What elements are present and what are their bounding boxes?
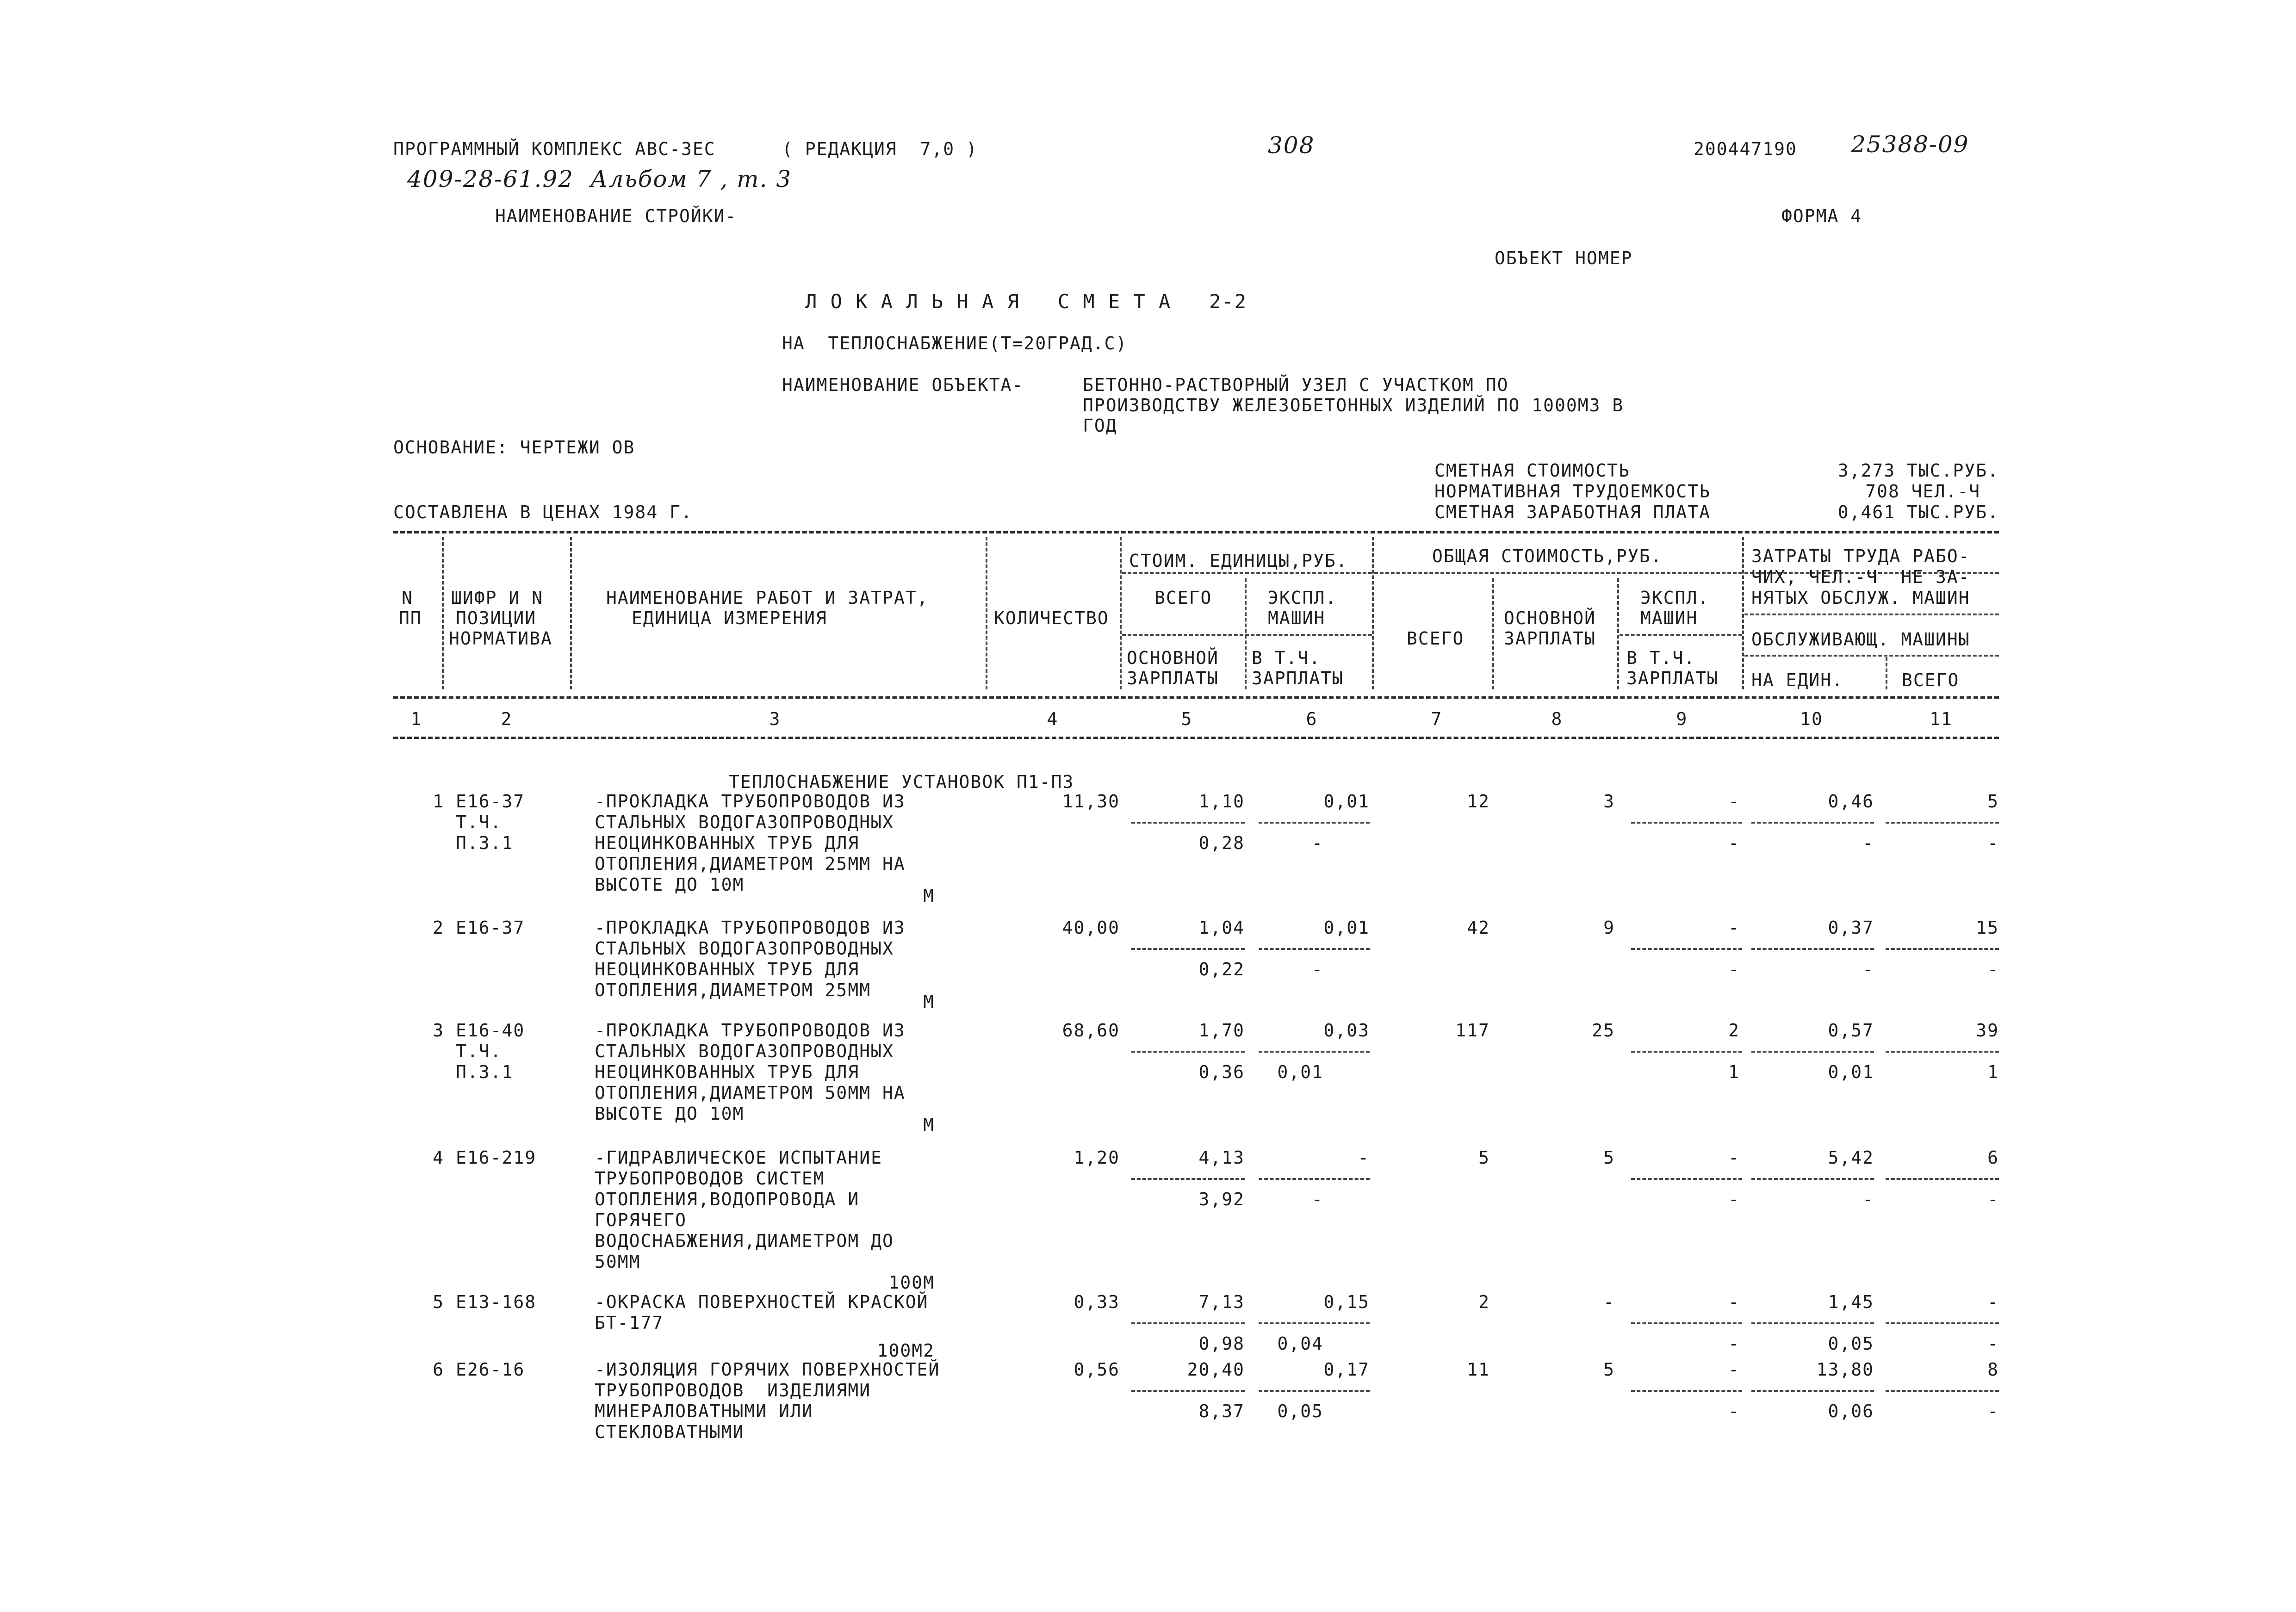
row-machines-wage-total: - xyxy=(1728,1189,1740,1209)
row-code: П.3.1 xyxy=(456,1062,514,1082)
row-unit-machine-wage: - xyxy=(1312,1189,1323,1209)
row-unit-machine-wage: 0,01 xyxy=(1277,1062,1323,1082)
object-name-line-2: ПРОИЗВОДСТВУ ЖЕЛЕЗОБЕТОННЫХ ИЗДЕЛИЙ ПО 1000М3 В xyxy=(1083,395,1624,415)
group-labor-header-line-4: ОБСЛУЖИВАЮЩ. МАШИНЫ xyxy=(1751,629,1970,650)
section-title: ТЕПЛОСНАБЖЕНИЕ УСТАНОВОК П1-П3 xyxy=(729,772,1074,792)
row-labor-machine-per-unit: 0,05 xyxy=(1828,1333,1874,1354)
row-wage-total: 5 xyxy=(1603,1359,1615,1380)
col4-header: КОЛИЧЕСТВО xyxy=(994,608,1109,628)
row-code: Е16-37 xyxy=(456,918,525,938)
construction-name-label: НАИМЕНОВАНИЕ СТРОЙКИ- xyxy=(495,206,737,226)
row-unit-cost-rule xyxy=(1131,1178,1245,1180)
row-total-machine-rule xyxy=(1631,1390,1742,1392)
row-description: -ПРОКЛАДКА ТРУБОПРОВОДОВ ИЗ xyxy=(595,918,906,938)
row-unit-wage: 0,98 xyxy=(1198,1333,1245,1354)
row-description: НЕОЦИНКОВАННЫХ ТРУБ ДЛЯ xyxy=(595,959,860,980)
row-machines-total: - xyxy=(1728,1147,1740,1168)
col2-header-line-3: НОРМАТИВА xyxy=(449,628,552,649)
row-description: ОТОПЛЕНИЯ,ДИАМЕТРОМ 50ММ НА xyxy=(595,1083,906,1103)
row-description: ОТОПЛЕНИЯ,ДИАМЕТРОМ 25ММ xyxy=(595,980,871,1000)
row-unit-machines: 0,01 xyxy=(1323,791,1370,812)
row-total-machine-rule xyxy=(1631,1051,1742,1053)
col-sep-9 xyxy=(1742,537,1744,689)
header-bottom-rule xyxy=(393,696,1999,699)
row-description: ТРУБОПРОВОДОВ ИЗДЕЛИЯМИ xyxy=(595,1380,871,1401)
col6-header-line-2: МАШИН xyxy=(1268,608,1326,628)
row-labor-unit-rule xyxy=(1751,1322,1874,1324)
row-total: 5 xyxy=(1478,1147,1490,1168)
col5-header-wage-line-2: ЗАРПЛАТЫ xyxy=(1127,668,1219,688)
row-description: СТЕКЛОВАТНЫМИ xyxy=(595,1422,745,1442)
row-labor-machine-per-unit: - xyxy=(1862,1189,1874,1209)
col-sep-10 xyxy=(1886,657,1887,689)
row-description: ГОРЯЧЕГО xyxy=(595,1210,687,1230)
program-name: ПРОГРАММНЫЙ КОМПЛЕКС АВС-3ЕС xyxy=(393,139,716,159)
row-unit-machines: 0,17 xyxy=(1323,1359,1370,1380)
row-description: СТАЛЬНЫХ ВОДОГАЗОПРОВОДНЫХ xyxy=(595,812,894,832)
row-labor-total-rule xyxy=(1886,1178,1999,1180)
row-unit-wage: 3,92 xyxy=(1198,1189,1245,1209)
col-number-10: 10 xyxy=(1800,709,1823,729)
row-code: Т.Ч. xyxy=(456,1041,502,1061)
col-sep-1 xyxy=(442,537,444,689)
col-number-3: 3 xyxy=(769,709,781,729)
col6-header-wage-line-1: В Т.Ч. xyxy=(1252,648,1321,668)
col3-header-line-2: ЕДИНИЦА ИЗМЕРЕНИЯ xyxy=(632,608,827,628)
machines-sub-rule xyxy=(1620,634,1742,636)
row-unit-total: 4,13 xyxy=(1198,1147,1245,1168)
col-sep-2 xyxy=(570,537,572,689)
row-total-machine-rule xyxy=(1631,1178,1742,1180)
row-number: 6 xyxy=(433,1359,444,1380)
row-unit-machines: - xyxy=(1358,1147,1370,1168)
row-code: Т.Ч. xyxy=(456,812,502,832)
row-labor-unit-rule xyxy=(1751,1390,1874,1392)
row-unit: М xyxy=(923,992,935,1012)
row-number: 1 xyxy=(433,791,444,812)
row-machines-wage-total: - xyxy=(1728,1401,1740,1421)
row-description: НЕОЦИНКОВАННЫХ ТРУБ ДЛЯ xyxy=(595,1062,860,1082)
col6-header-line-1: ЭКСПЛ. xyxy=(1268,588,1337,608)
basis-label: ОСНОВАНИЕ: ЧЕРТЕЖИ ОВ xyxy=(393,437,635,458)
row-labor-per-unit: 0,57 xyxy=(1828,1020,1874,1041)
row-unit-total: 1,04 xyxy=(1198,918,1245,938)
row-labor-per-unit: 0,37 xyxy=(1828,918,1874,938)
group-labor-header-line-1: ЗАТРАТЫ ТРУДА РАБО- xyxy=(1751,546,1970,566)
row-unit-machine-rule xyxy=(1259,1390,1370,1392)
row-unit: М xyxy=(923,1115,935,1135)
row-description: МИНЕРАЛОВАТНЫМИ ИЛИ xyxy=(595,1401,813,1421)
row-machines-total: 2 xyxy=(1728,1020,1740,1041)
group2-rule xyxy=(1374,572,1742,574)
col-sep-4 xyxy=(1120,537,1122,689)
col8-header-line-2: ЗАРПЛАТЫ xyxy=(1504,628,1596,649)
row-unit-machine-rule xyxy=(1259,1178,1370,1180)
col-sep-6 xyxy=(1372,537,1374,689)
row-labor-machine-per-unit: 0,06 xyxy=(1828,1401,1874,1421)
page-number: 308 xyxy=(1268,132,1315,159)
summary-value-wages: 0,461 ТЫС.РУБ. xyxy=(1837,502,1999,522)
summary-label-labor: НОРМАТИВНАЯ ТРУДОЕМКОСТЬ xyxy=(1434,481,1711,502)
row-machines-total: - xyxy=(1728,1359,1740,1380)
row-description: БТ-177 xyxy=(595,1313,664,1333)
row-total: 11 xyxy=(1467,1359,1490,1380)
col1-header-line-1: N xyxy=(402,588,413,608)
row-labor-total: 15 xyxy=(1976,918,1999,938)
group1-rule xyxy=(1122,572,1372,574)
row-quantity: 0,56 xyxy=(1074,1359,1120,1380)
row-unit-wage: 0,22 xyxy=(1198,959,1245,980)
row-total-machine-rule xyxy=(1631,1322,1742,1324)
handwritten-code: 25388-09 xyxy=(1851,131,1969,158)
row-labor-total: - xyxy=(1987,1292,1999,1312)
row-unit-wage: 0,28 xyxy=(1198,833,1245,853)
row-wage-total: 9 xyxy=(1603,918,1615,938)
col8-header-line-1: ОСНОВНОЙ xyxy=(1504,608,1596,628)
unit-cost-sub-rule xyxy=(1122,634,1372,636)
col5-header-wage-line-1: ОСНОВНОЙ xyxy=(1127,648,1219,668)
row-labor-unit-rule xyxy=(1751,948,1874,950)
col5-header-total: ВСЕГО xyxy=(1154,588,1212,608)
col-sep-7 xyxy=(1492,578,1494,689)
row-labor-per-unit: 0,46 xyxy=(1828,791,1874,812)
row-description: ВОДОСНАБЖЕНИЯ,ДИАМЕТРОМ ДО xyxy=(595,1231,894,1251)
row-description: -ИЗОЛЯЦИЯ ГОРЯЧИХ ПОВЕРХНОСТЕЙ xyxy=(595,1359,940,1380)
row-unit-machines: 0,03 xyxy=(1323,1020,1370,1041)
col9-header-wage-line-2: ЗАРПЛАТЫ xyxy=(1626,668,1719,688)
row-total-machine-rule xyxy=(1631,822,1742,824)
prices-label: СОСТАВЛЕНА В ЦЕНАХ 1984 Г. xyxy=(393,502,693,522)
row-wage-total: - xyxy=(1603,1292,1615,1312)
row-unit-cost-rule xyxy=(1131,1390,1245,1392)
group-labor-header-line-3: НЯТЫХ ОБСЛУЖ. МАШИН xyxy=(1751,588,1970,608)
row-labor-machine-total: - xyxy=(1987,833,1999,853)
row-labor-unit-rule xyxy=(1751,1178,1874,1180)
row-total: 42 xyxy=(1467,918,1490,938)
col10-header: НА ЕДИН. xyxy=(1751,670,1844,690)
row-unit-cost-rule xyxy=(1131,1322,1245,1324)
row-labor-total: 5 xyxy=(1987,791,1999,812)
row-unit-machines: 0,15 xyxy=(1323,1292,1370,1312)
row-labor-total-rule xyxy=(1886,948,1999,950)
row-wage-total: 25 xyxy=(1592,1020,1615,1041)
col1-header-line-2: ПП xyxy=(399,608,422,628)
row-machines-total: - xyxy=(1728,1292,1740,1312)
row-labor-total: 6 xyxy=(1987,1147,1999,1168)
group-labor-header-line-2: ЧИХ, ЧЕЛ.-Ч НЕ ЗА- xyxy=(1751,567,1970,587)
row-description: 50ММ xyxy=(595,1252,641,1272)
row-wage-total: 3 xyxy=(1603,791,1615,812)
col-number-9: 9 xyxy=(1676,709,1688,729)
col9-header-line-2: МАШИН xyxy=(1640,608,1698,628)
row-machines-wage-total: - xyxy=(1728,833,1740,853)
row-unit-total: 7,13 xyxy=(1198,1292,1245,1312)
row-description: СТАЛЬНЫХ ВОДОГАЗОПРОВОДНЫХ xyxy=(595,1041,894,1061)
col-number-5: 5 xyxy=(1181,709,1193,729)
row-machines-total: - xyxy=(1728,791,1740,812)
numbers-bottom-rule xyxy=(393,737,1999,739)
row-quantity: 11,30 xyxy=(1062,791,1120,812)
row-unit-machine-wage: - xyxy=(1312,959,1323,980)
row-machines-wage-total: 1 xyxy=(1728,1062,1740,1082)
col-sep-3 xyxy=(986,537,987,689)
col2-header-line-1: ШИФР И N xyxy=(451,588,544,608)
handwritten-album: 409-28-61.92 Альбом 7 , т. 3 xyxy=(407,166,792,192)
row-unit-machine-wage: 0,05 xyxy=(1277,1401,1323,1421)
col-sep-8 xyxy=(1617,578,1619,689)
row-description: -ПРОКЛАДКА ТРУБОПРОВОДОВ ИЗ xyxy=(595,1020,906,1041)
row-unit-total: 20,40 xyxy=(1187,1359,1245,1380)
row-labor-total-rule xyxy=(1886,1390,1999,1392)
col-number-4: 4 xyxy=(1047,709,1059,729)
col9-header-wage-line-1: В Т.Ч. xyxy=(1626,648,1696,668)
row-labor-machine-total: - xyxy=(1987,1401,1999,1421)
summary-label-wages: СМЕТНАЯ ЗАРАБОТНАЯ ПЛАТА xyxy=(1434,502,1711,522)
row-description: ТРУБОПРОВОДОВ СИСТЕМ xyxy=(595,1168,825,1189)
row-description: -ОКРАСКА ПОВЕРХНОСТЕЙ КРАСКОЙ xyxy=(595,1292,929,1312)
group-total-cost-header: ОБЩАЯ СТОИМОСТЬ,РУБ. xyxy=(1432,546,1663,566)
row-unit-machine-rule xyxy=(1259,1322,1370,1324)
col6-header-wage-line-2: ЗАРПЛАТЫ xyxy=(1252,668,1344,688)
row-labor-machine-per-unit: - xyxy=(1862,959,1874,980)
estimate-subject: НА ТЕПЛОСНАБЖЕНИЕ(Т=20ГРАД.С) xyxy=(782,333,1128,353)
col2-header-line-2: ПОЗИЦИИ xyxy=(456,608,537,628)
row-unit-machine-rule xyxy=(1259,822,1370,824)
row-labor-machine-total: - xyxy=(1987,1333,1999,1354)
row-unit-cost-rule xyxy=(1131,1051,1245,1053)
row-unit-cost-rule xyxy=(1131,948,1245,950)
row-code: П.3.1 xyxy=(456,833,514,853)
col-number-8: 8 xyxy=(1551,709,1563,729)
row-unit-machine-rule xyxy=(1259,1051,1370,1053)
row-unit-machine-wage: 0,04 xyxy=(1277,1333,1323,1354)
row-description: ВЫСОТЕ ДО 10М xyxy=(595,874,745,895)
col7-header: ВСЕГО xyxy=(1407,628,1464,649)
row-unit: М xyxy=(923,886,935,906)
col-number-1: 1 xyxy=(410,709,422,729)
row-number: 2 xyxy=(433,918,444,938)
row-code: Е26-16 xyxy=(456,1359,525,1380)
row-labor-unit-rule xyxy=(1751,822,1874,824)
object-name-line-3: ГОД xyxy=(1083,415,1117,436)
row-labor-machine-total: - xyxy=(1987,1189,1999,1209)
col-number-2: 2 xyxy=(501,709,513,729)
row-number: 5 xyxy=(433,1292,444,1312)
row-code: Е13-168 xyxy=(456,1292,537,1312)
summary-label-cost: СМЕТНАЯ СТОИМОСТЬ xyxy=(1434,460,1630,481)
row-total-machine-rule xyxy=(1631,948,1742,950)
row-description: НЕОЦИНКОВАННЫХ ТРУБ ДЛЯ xyxy=(595,833,860,853)
row-labor-total-rule xyxy=(1886,1051,1999,1053)
row-description: СТАЛЬНЫХ ВОДОГАЗОПРОВОДНЫХ xyxy=(595,938,894,959)
row-code: Е16-37 xyxy=(456,791,525,812)
row-number: 4 xyxy=(433,1147,444,1168)
row-description: ОТОПЛЕНИЯ,ВОДОПРОВОДА И xyxy=(595,1189,860,1209)
table-top-rule xyxy=(393,531,1999,533)
row-labor-per-unit: 13,80 xyxy=(1816,1359,1874,1380)
col9-header-line-1: ЭКСПЛ. xyxy=(1640,588,1710,608)
row-labor-total: 39 xyxy=(1976,1020,1999,1041)
row-labor-machine-per-unit: 0,01 xyxy=(1828,1062,1874,1082)
row-labor-unit-rule xyxy=(1751,1051,1874,1053)
labor-sub-rule-2 xyxy=(1744,655,1999,657)
row-unit-total: 1,10 xyxy=(1198,791,1245,812)
col11-header: ВСЕГО xyxy=(1902,670,1960,690)
group-unit-cost-header: СТОИМ. ЕДИНИЦЫ,РУБ. xyxy=(1129,551,1348,571)
col-number-6: 6 xyxy=(1306,709,1318,729)
row-labor-per-unit: 1,45 xyxy=(1828,1292,1874,1312)
col-number-7: 7 xyxy=(1431,709,1443,729)
row-labor-total-rule xyxy=(1886,1322,1999,1324)
row-machines-wage-total: - xyxy=(1728,1333,1740,1354)
row-quantity: 0,33 xyxy=(1074,1292,1120,1312)
row-description: ОТОПЛЕНИЯ,ДИАМЕТРОМ 25ММ НА xyxy=(595,854,906,874)
row-unit-machine-wage: - xyxy=(1312,833,1323,853)
row-total: 2 xyxy=(1478,1292,1490,1312)
estimate-title: Л О К А Л Ь Н А Я С М Е Т А 2-2 xyxy=(805,290,1247,313)
row-labor-per-unit: 5,42 xyxy=(1828,1147,1874,1168)
row-quantity: 68,60 xyxy=(1062,1020,1120,1041)
row-unit-wage: 0,36 xyxy=(1198,1062,1245,1082)
row-unit: 100М2 xyxy=(877,1340,935,1361)
row-code: Е16-219 xyxy=(456,1147,537,1168)
form-label: ФОРМА 4 xyxy=(1781,206,1862,226)
row-total: 117 xyxy=(1455,1020,1490,1041)
row-unit: 100М xyxy=(888,1272,935,1293)
object-name-line-1: БЕТОННО-РАСТВОРНЫЙ УЗЕЛ С УЧАСТКОМ ПО xyxy=(1083,375,1509,395)
summary-value-labor: 708 ЧЕЛ.-Ч xyxy=(1865,481,1980,502)
row-labor-machine-total: - xyxy=(1987,959,1999,980)
document-code: 200447190 xyxy=(1694,139,1797,159)
labor-sub-rule-1 xyxy=(1744,614,1999,615)
row-machines-wage-total: - xyxy=(1728,959,1740,980)
row-quantity: 40,00 xyxy=(1062,918,1120,938)
row-labor-total: 8 xyxy=(1987,1359,1999,1380)
row-description: -ГИДРАВЛИЧЕСКОЕ ИСПЫТАНИЕ xyxy=(595,1147,882,1168)
object-name-label: НАИМЕНОВАНИЕ ОБЪЕКТА- xyxy=(782,375,1024,395)
row-labor-machine-total: 1 xyxy=(1987,1062,1999,1082)
row-wage-total: 5 xyxy=(1603,1147,1615,1168)
row-description: ВЫСОТЕ ДО 10М xyxy=(595,1104,745,1124)
row-unit-wage: 8,37 xyxy=(1198,1401,1245,1421)
row-quantity: 1,20 xyxy=(1074,1147,1120,1168)
edition-label: ( РЕДАКЦИЯ 7,0 ) xyxy=(782,139,978,159)
summary-value-cost: 3,273 ТЫС.РУБ. xyxy=(1837,460,1999,481)
row-unit-total: 1,70 xyxy=(1198,1020,1245,1041)
row-labor-total-rule xyxy=(1886,822,1999,824)
row-unit-cost-rule xyxy=(1131,822,1245,824)
object-number-label: ОБЪЕКТ НОМЕР xyxy=(1495,248,1633,268)
col3-header-line-1: НАИМЕНОВАНИЕ РАБОТ И ЗАТРАТ, xyxy=(606,588,929,608)
row-unit-machine-rule xyxy=(1259,948,1370,950)
col-number-11: 11 xyxy=(1930,709,1953,729)
row-description: -ПРОКЛАДКА ТРУБОПРОВОДОВ ИЗ xyxy=(595,791,906,812)
row-code: Е16-40 xyxy=(456,1020,525,1041)
row-machines-total: - xyxy=(1728,918,1740,938)
row-total: 12 xyxy=(1467,791,1490,812)
row-labor-machine-per-unit: - xyxy=(1862,833,1874,853)
row-unit-machines: 0,01 xyxy=(1323,918,1370,938)
row-number: 3 xyxy=(433,1020,444,1041)
